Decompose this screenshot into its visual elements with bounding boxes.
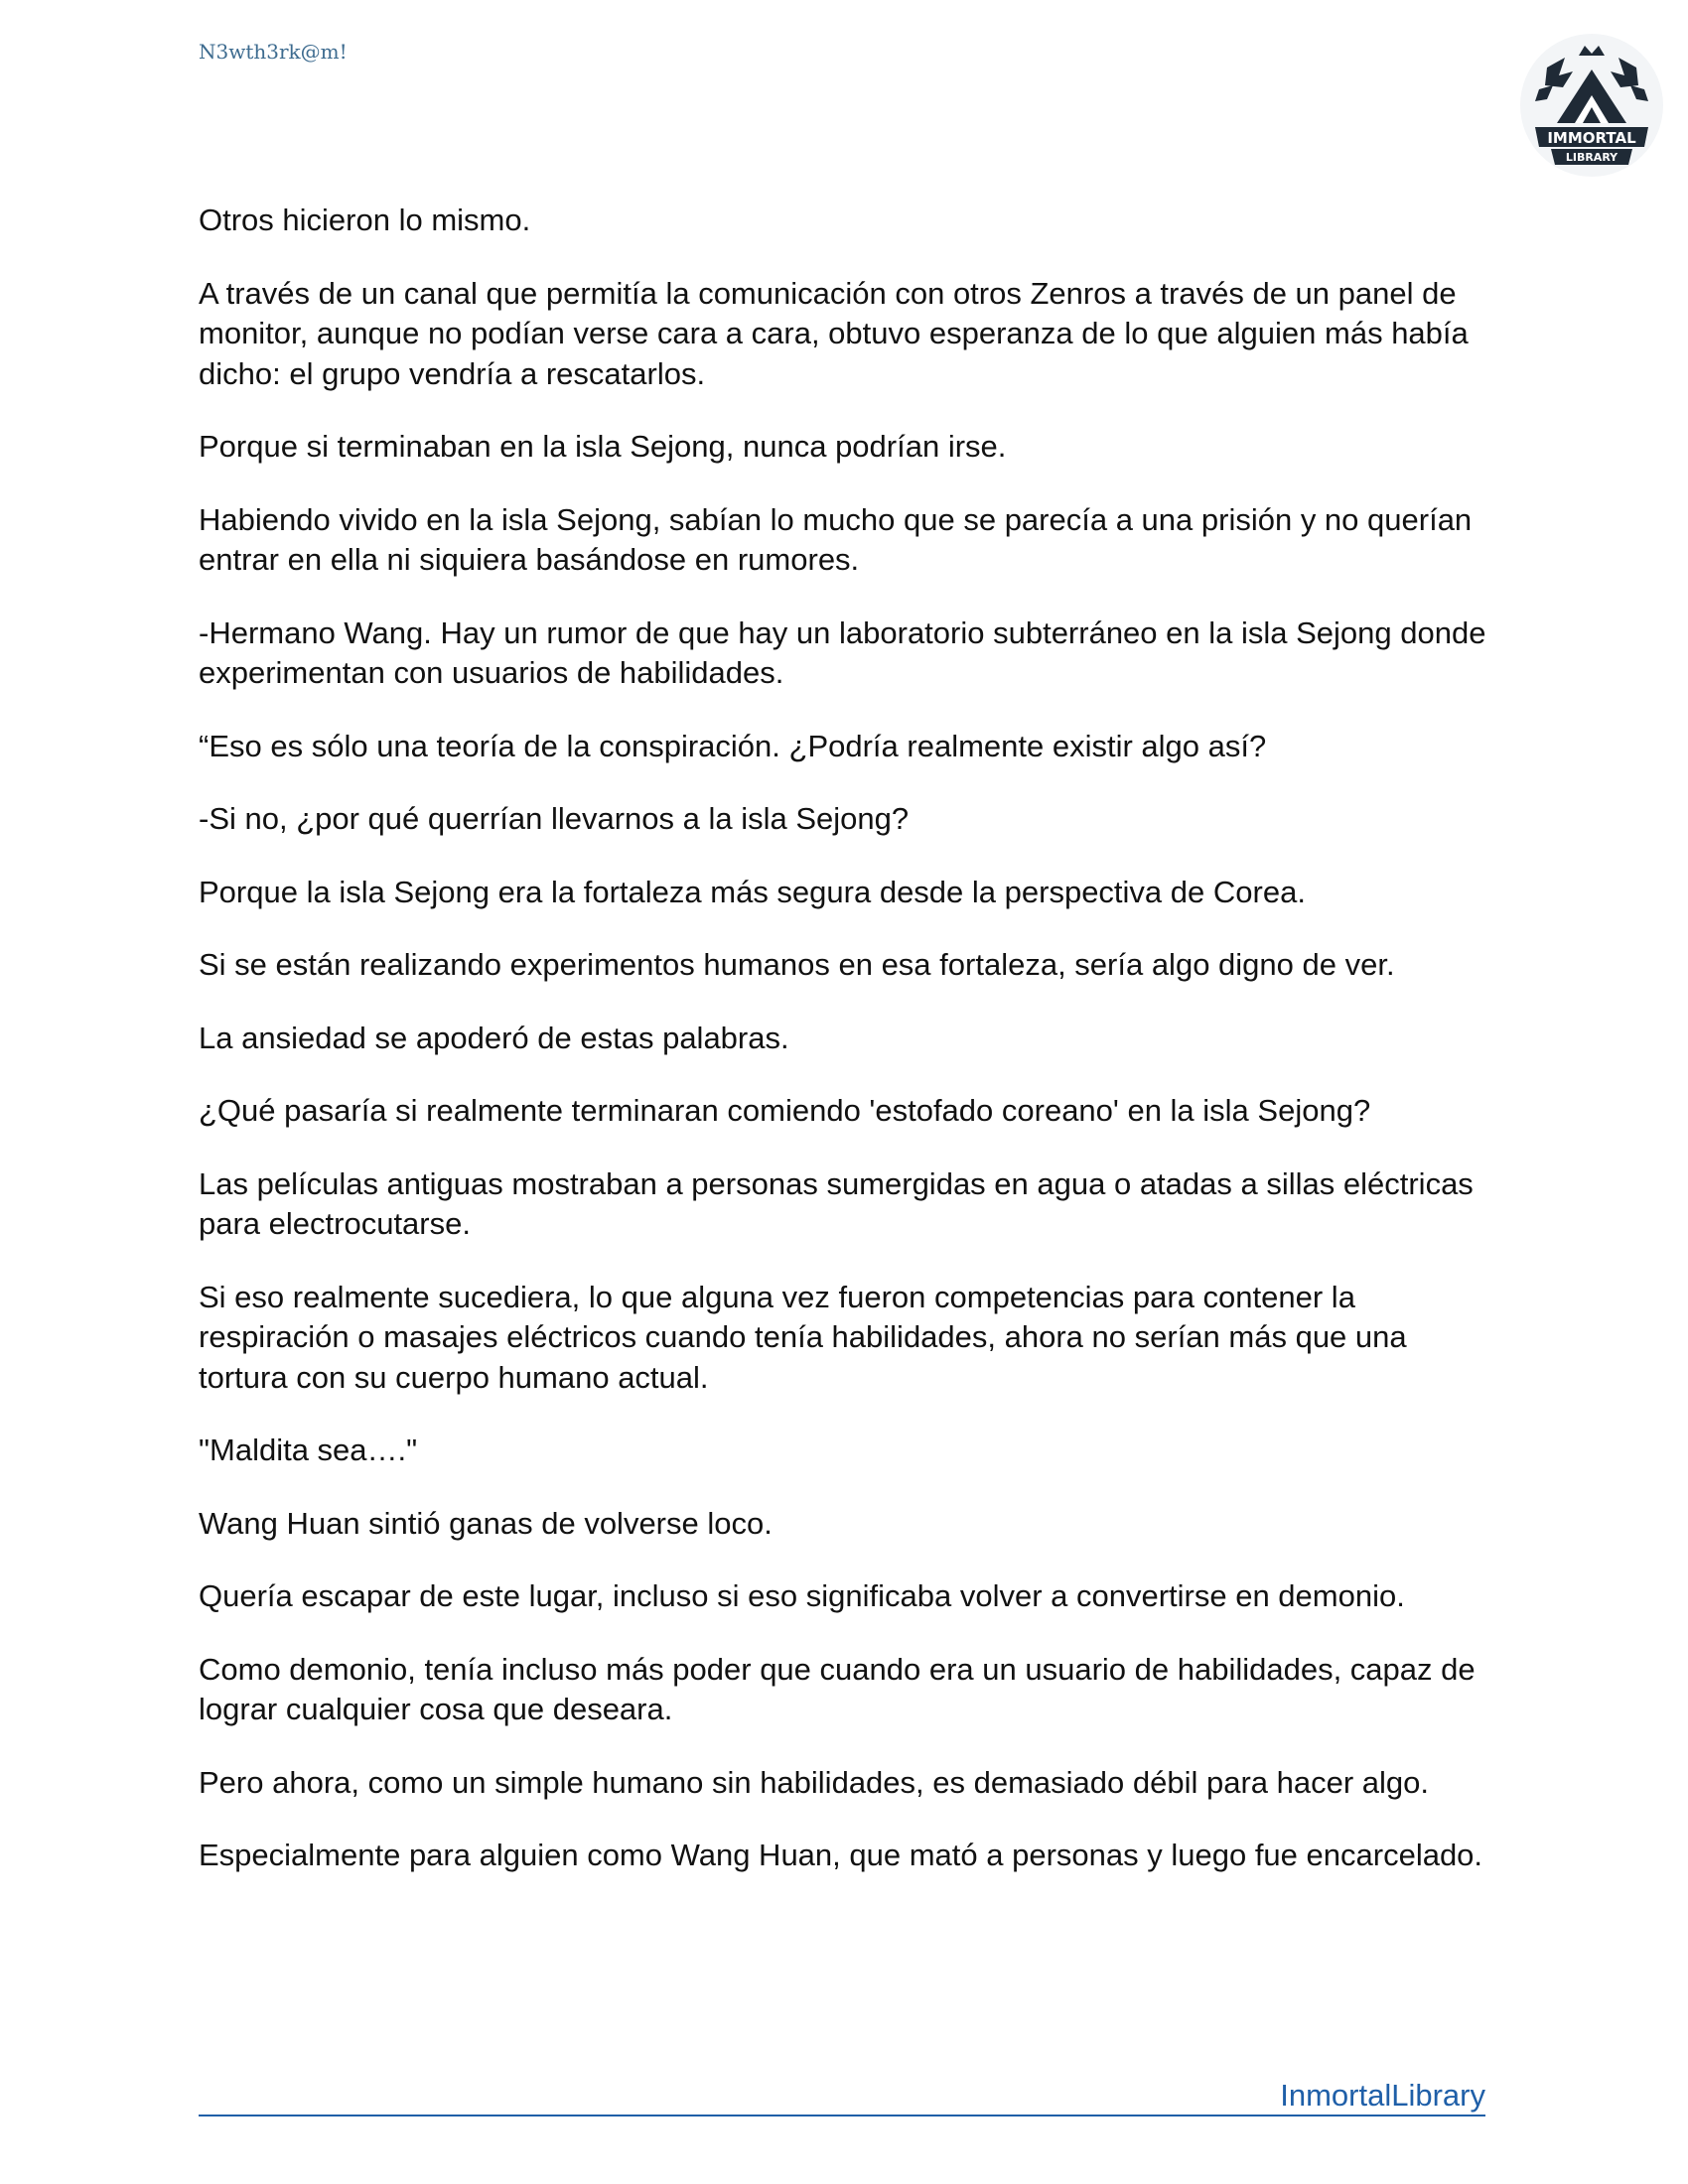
paragraph: Las películas antiguas mostraban a personas sumergidas en agua o atadas a sillas eléctricas para electrocutarse. [199,1165,1474,1241]
paragraph: "Maldita sea…." [199,1433,418,1467]
paragraph: Porque si terminaban en la isla Sejong, nunca podrían irse. [199,429,1007,464]
paragraph: Como demonio, tenía incluso más poder que cuando era un usuario de habilidades, capaz de lograr cualquier cosa que deseara. [199,1651,1476,1726]
paragraph: Wang Huan sintió ganas de volverse loco. [199,1505,773,1541]
paragraph: Habiendo vivido en la isla Sejong, sabían lo mucho que se parecía a una prisión y no querían entrar en ella ni siquiera basándose en rumores. [199,501,1473,577]
paragraph: Si se están realizando experimentos humanos en esa fortaleza, sería algo digno de ver. [199,947,1395,982]
logo-line2: LIBRARY [1565,151,1618,164]
paragraph: -Hermano Wang. Hay un rumor de que hay un laboratorio subterráneo en la isla Sejong donde experimentan con usuarios de habilidades. [199,614,1486,690]
chapter-body [199,201,1499,1909]
paragraph: Pero ahora, como un simple humano sin habilidades, es demasiado débil para hacer algo. [199,1764,1430,1800]
header-tag: N3wth3rk@m! [199,40,348,64]
paragraph: A través de un canal que permitía la comunicación con otros Zenros a través de un panel de monitor, aunque no podían verse cara a cara, obtuvo esperanza de lo que alguien más había dicho: el grupo vendría a rescatarlos. [199,275,1469,391]
paragraph: Quería escapar de este lugar, incluso si eso significaba volver a convertirse en demonio. [199,1578,1405,1613]
paragraph: Si eso realmente sucediera, lo que alguna vez fueron competencias para contener la respiración o masajes eléctricos cuando tenía habilidades, ahora no serían más que una tortura con su cuerpo humano actual. [199,1279,1407,1395]
paragraph: ¿Qué pasaría si realmente terminaran comiendo 'estofado coreano' en la isla Sejong? [199,1093,1371,1128]
paragraph: -Si no, ¿por qué querrían llevarnos a la isla Sejong? [199,801,910,836]
paragraph: La ansiedad se apoderó de estas palabras. [199,1020,789,1055]
footer-link-bar [199,2077,1485,2116]
immortal-library-logo [1517,28,1666,187]
paragraph: Especialmente para alguien como Wang Huan, que mató a personas y luego fue encarcelado. [199,1838,1483,1872]
logo-emblem-icon [1517,28,1666,187]
footer-link[interactable]: InmortalLibrary [1280,2078,1485,2113]
paragraph: “Eso es sólo una teoría de la conspiración. ¿Podría realmente existir algo así? [199,728,1267,763]
paragraph: Otros hicieron lo mismo. [199,203,531,237]
paragraph: Porque la isla Sejong era la fortaleza más segura desde la perspectiva de Corea. [199,874,1306,909]
logo-line1: IMMORTAL [1547,129,1636,147]
